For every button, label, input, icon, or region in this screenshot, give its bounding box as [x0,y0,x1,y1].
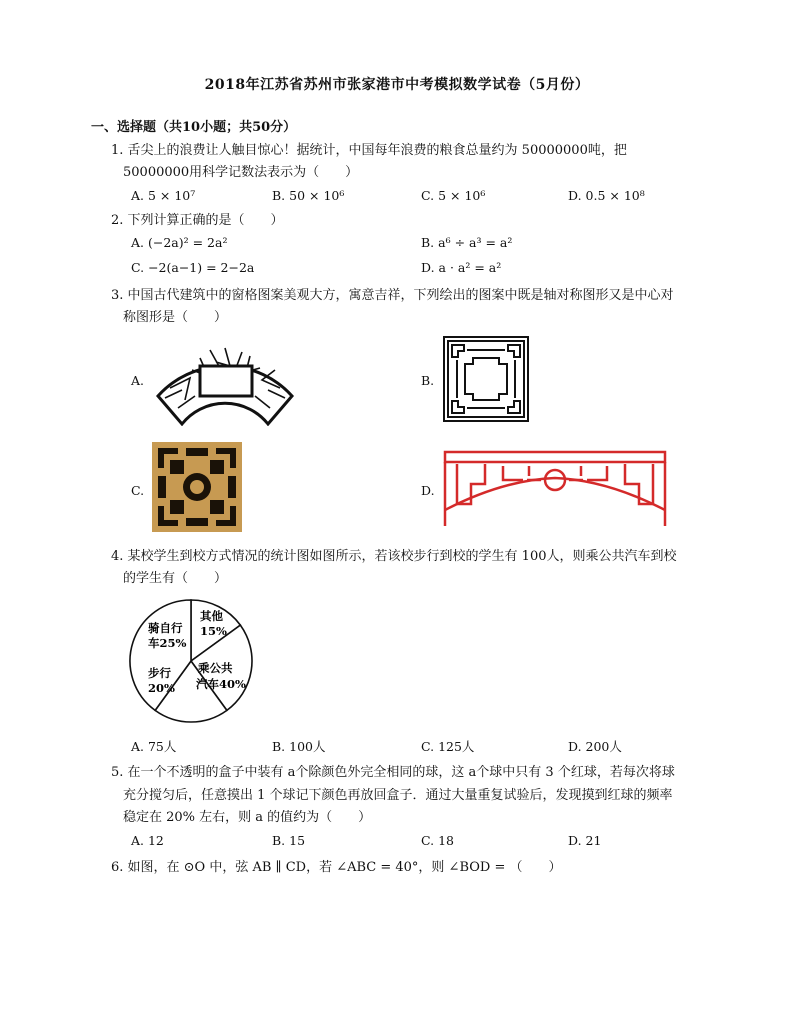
q4-option-c: C. 125人 [421,739,475,754]
pie-label-bike-2: 车25% [148,636,187,650]
pie-label-walk-2: 20% [148,681,175,695]
q2-option-b: B. a⁶ ÷ a³ = a² [421,235,513,250]
q1-option-c: C. 5 × 10⁶ [421,188,486,203]
window-pattern-b-square [443,336,529,422]
q3-label-b: B. [421,373,435,388]
q5-option-c: C. 18 [421,833,454,848]
question-2-line-1: 2. 下列计算正确的是（ ） [111,213,284,228]
pie-label-bus-1: 乘公共 [198,661,233,675]
window-pattern-d-red-arch [443,450,667,528]
q2-option-d: D. a · a² = a² [421,260,502,275]
section-heading: 一、选择题（共10小题；共50分） [91,120,297,135]
question-5-line-3: 稳定在 20% 左右，则 a 的值约为（ ） [123,810,372,825]
question-5-line-2: 充分搅匀后，任意摸出 1 个球记下颜色再放回盒子．通过大量重复试验后，发现摸到红球的频率 [123,788,673,803]
pie-label-bike-1: 骑自行 [148,621,183,635]
q1-option-a: A. 5 × 10⁷ [131,188,196,203]
pie-label-other-2: 15% [200,624,227,638]
pie-chart [128,598,254,724]
pie-label-other-1: 其他 [200,609,223,623]
q3-label-a: A. [131,373,145,388]
q4-option-d: D. 200人 [568,739,622,754]
q5-option-d: D. 21 [568,833,602,848]
pie-label-bus-2: 汽车40% [196,677,246,691]
q5-option-a: A. 12 [131,833,164,848]
q3-label-c: C. [131,483,145,498]
window-pattern-a-fan [150,338,300,426]
q4-option-b: B. 100人 [272,739,326,754]
q3-label-d: D. [421,483,435,498]
page-title: 2018年江苏省苏州市张家港市中考模拟数学试卷（5月份） [204,77,590,93]
question-4-line-2: 的学生有（ ） [123,571,228,586]
q2-option-a: A. (−2a)² = 2a² [131,235,228,250]
question-1-line-1: 1. 舌尖上的浪费让人触目惊心！据统计，中国每年浪费的粮食总量约为 50000000吨，把 [111,143,627,158]
question-1-line-2: 50000000用科学记数法表示为（ ） [123,165,359,180]
pie-label-walk-1: 步行 [148,666,171,680]
question-5-line-1: 5. 在一个不透明的盒子中装有 a个除颜色外完全相同的球，这 a个球中只有 3 个红球，若每次将球 [111,765,675,780]
q2-option-c: C. −2(a−1) = 2−2a [131,260,255,275]
question-4-line-1: 4. 某校学生到校方式情况的统计图如图所示，若该校步行到校的学生有 100人，则乘公共汽车到校 [111,549,677,564]
question-3-line-1: 3. 中国古代建筑中的窗格图案美观大方，寓意吉祥，下列绘出的图案中既是轴对称图形又是中心对 [111,288,674,303]
q1-option-d: D. 0.5 × 10⁸ [568,188,645,203]
window-pattern-c-wood [152,442,242,532]
question-6-line-1: 6. 如图，在 ⊙O 中，弦 AB ∥ CD，若 ∠ABC = 40°，则 ∠BOD = （ ） [111,860,562,875]
question-3-line-2: 称图形是（ ） [123,310,228,325]
q1-option-b: B. 50 × 10⁶ [272,188,345,203]
q4-option-a: A. 75人 [131,739,177,754]
q5-option-b: B. 15 [272,833,306,848]
